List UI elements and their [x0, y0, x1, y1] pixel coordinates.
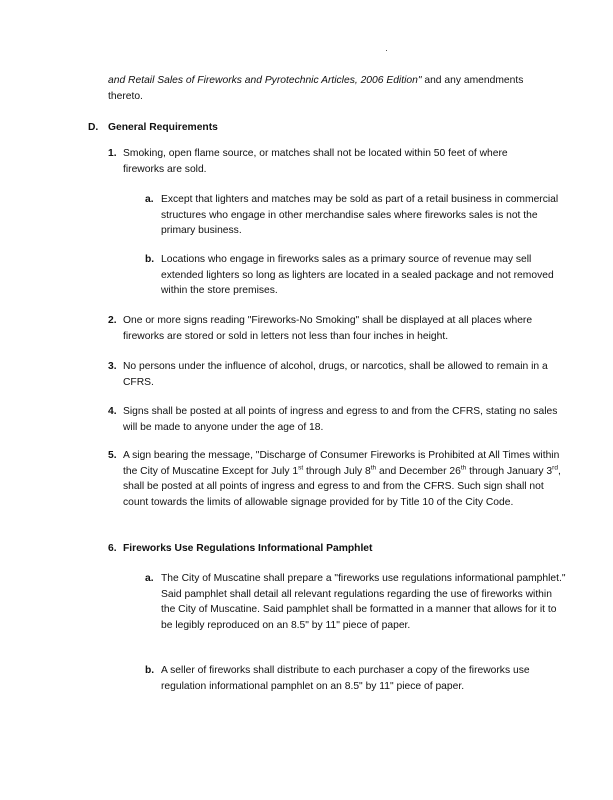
subitem-text: Except that lighters and matches may be sold as part of a retail business in commercial structures who engage in other merchandise sales where fireworks sales is not the primary business. [161, 194, 559, 237]
section-letter: D. [88, 122, 99, 133]
item-number: 1. [108, 148, 117, 159]
superscript: rd [552, 464, 558, 472]
item-text [123, 448, 563, 510]
superscript: th [370, 464, 377, 472]
item-number: 4. [108, 406, 117, 417]
text-part: , shall be posted at all points of ingress and egress to and from the CFRS. Such sign shall not count towards the limits of allowable signage provided for by Title 10 of the City Code. [123, 465, 561, 508]
text-part: A sign bearing the message, "Discharge of Consumer Fireworks is Prohibited at All Times within the City of Muscatine Except for July 1 [123, 450, 560, 477]
item-text: No persons under the influence of alcohol, drugs, or narcotics, shall be allowed to remain in a CFRS. [123, 361, 548, 388]
intro-paragraph [108, 73, 558, 104]
superscript: st [298, 464, 304, 472]
item-text: Signs shall be posted at all points of ingress and egress to and from the CFRS, stating no sales will be made to anyone under the age of 18. [123, 406, 558, 433]
item-number: 6. [108, 543, 117, 554]
item-number: 2. [108, 315, 117, 326]
item-heading: Fireworks Use Regulations Informational Pamphlet [123, 543, 373, 554]
item-number: 3. [108, 361, 117, 372]
subitem-letter: b. [145, 254, 155, 265]
subitem-text: Locations who engage in fireworks sales as a primary source of revenue may sell extended lighters so long as lighters are located in a sealed package and not removed within the store premises. [161, 254, 554, 297]
subitem-letter: a. [145, 194, 154, 205]
item-text: Smoking, open flame source, or matches shall not be located within 50 feet of where fireworks are sold. [123, 148, 508, 175]
subitem-letter: a. [145, 573, 154, 584]
item-number: 5. [108, 450, 117, 461]
scan-speck [386, 50, 387, 51]
subitem-letter: b. [145, 665, 155, 676]
text-part: through July 8 [303, 465, 371, 477]
text-part: through January 3 [466, 465, 553, 477]
item-text: One or more signs reading "Fireworks-No Smoking" shall be displayed at all places where fireworks are stored or sold in letters not less than four inches in height. [123, 315, 533, 342]
superscript: th [460, 464, 467, 472]
subitem-text: A seller of fireworks shall distribute to each purchaser a copy of the fireworks use regulation informational pamphlet on an 8.5" by 11" piece of paper. [161, 665, 530, 692]
intro-italic: and Retail Sales of Fireworks and Pyrotechnic Articles, 2006 Edition" [108, 75, 422, 86]
intro-rest: and any amendments thereto. [108, 75, 524, 102]
subitem-text: The City of Muscatine shall prepare a "fireworks use regulations informational pamphlet." Said pamphlet shall detail all relevant regulations regarding the use of fireworks within the City of Muscatine. Said pamphlet shall be formatted in a manner that allows for it to be legibly reproduced on an 8.5" by 11" piece of paper. [161, 573, 566, 631]
text-part: and December 26 [376, 465, 461, 477]
section-title: General Requirements [108, 122, 218, 133]
